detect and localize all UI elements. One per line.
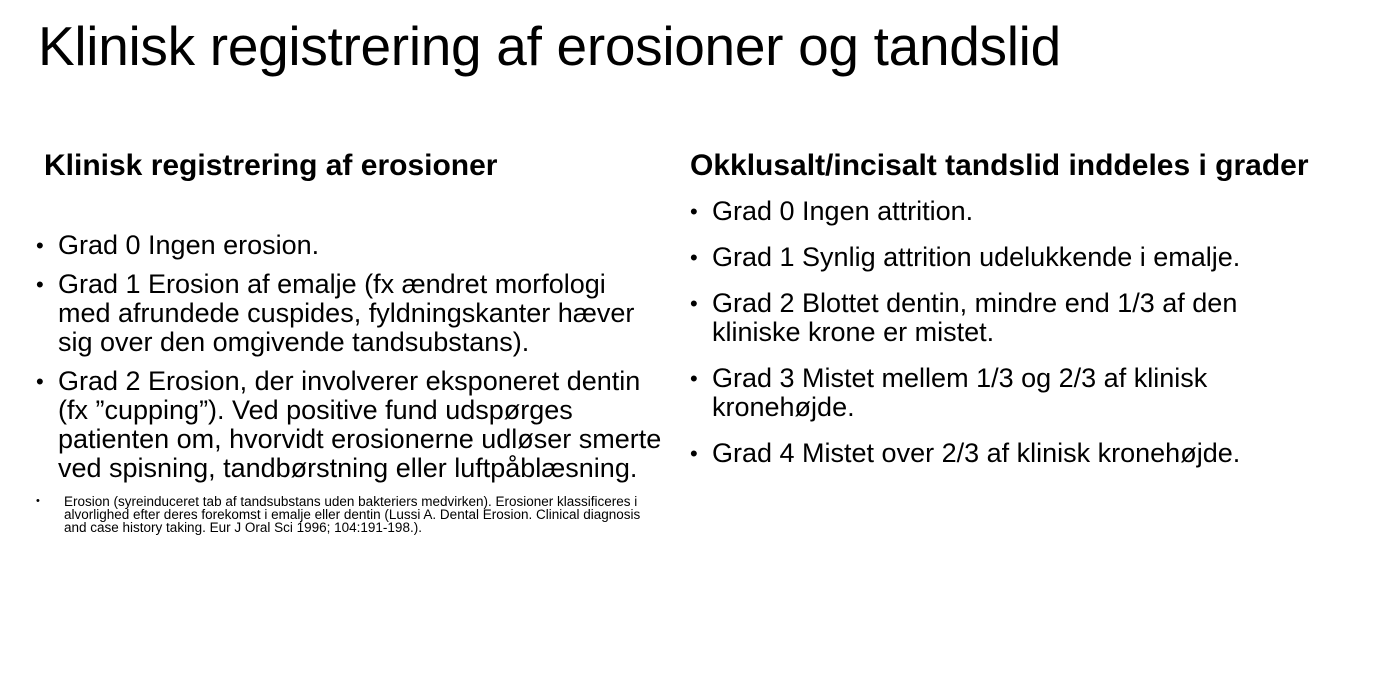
attrition-grade-0: Grad 0 Ingen attrition. [712, 196, 974, 226]
list-item [690, 243, 1330, 272]
attrition-grade-1: Grad 1 Synlig attrition udelukkende i emalje. [712, 242, 1241, 272]
bullet-icon: • [690, 291, 698, 316]
attrition-column [690, 148, 1330, 485]
erosion-heading: Klinisk registrering af erosioner [44, 149, 498, 182]
list-item [690, 289, 1330, 347]
bullet-icon: • [36, 495, 40, 507]
slide-title: Klinisk registrering af erosioner og tandslid [38, 15, 1061, 77]
attrition-heading: Okklusalt/incisalt tandslid inddeles i grader [690, 149, 1309, 182]
list-item [36, 367, 664, 483]
bullet-icon: • [36, 369, 44, 394]
erosion-grade-1: Grad 1 Erosion af emalje (fx ændret morfologi med afrundede cuspides, fyldningskanter hæver sig over den omgivende tandsubstans). [58, 269, 635, 357]
attrition-grade-2: Grad 2 Blottet dentin, mindre end 1/3 af den kliniske krone er mistet. [712, 288, 1238, 347]
bullet-icon: • [690, 199, 698, 224]
erosion-column [36, 148, 664, 535]
attrition-grade-4: Grad 4 Mistet over 2/3 af klinisk kronehøjde. [712, 438, 1241, 468]
erosion-grade-list [36, 231, 664, 483]
bullet-icon: • [36, 272, 44, 297]
footnote-text: Erosion (syreinduceret tab af tandsubstans uden bakteriers medvirken). Erosioner klassificeres i alvorlighed efter deres forekomst i emalje eller dentin (Lussi A. Dental Erosion. Clinical diagnosis and case history taking. Eur J Oral Sci 1996; 104:191-198.). [64, 494, 641, 535]
list-item [690, 197, 1330, 226]
erosion-footnote [36, 495, 664, 534]
list-item [690, 364, 1330, 422]
erosion-grade-2: Grad 2 Erosion, der involverer eksponeret dentin (fx ”cupping”). Ved positive fund udspørges patienten om, hvorvidt erosionerne udløser smerte ved spisning, tandbørstning eller luftpåblæsning. [58, 366, 662, 483]
attrition-grade-list [690, 197, 1330, 468]
bullet-icon: • [690, 441, 698, 466]
list-item [36, 231, 664, 260]
list-item [36, 270, 664, 357]
erosion-grade-0: Grad 0 Ingen erosion. [58, 230, 320, 260]
bullet-icon: • [690, 366, 698, 391]
bullet-icon: • [36, 233, 44, 258]
attrition-grade-3: Grad 3 Mistet mellem 1/3 og 2/3 af klinisk kronehøjde. [712, 363, 1208, 422]
list-item [690, 439, 1330, 468]
bullet-icon: • [690, 245, 698, 270]
